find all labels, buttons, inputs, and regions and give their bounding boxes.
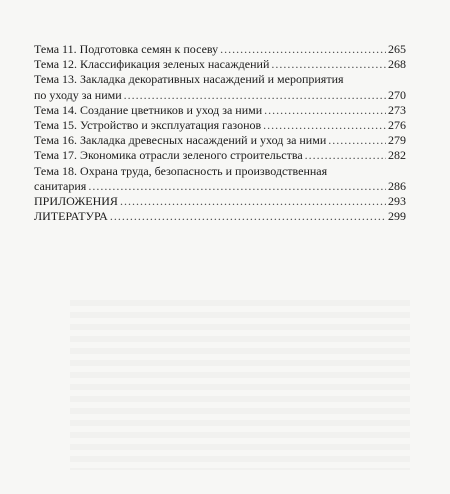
- toc-entry-13-line1[interactable]: Тема 13. Закладка декоративных насаждений и мероприятия: [34, 72, 344, 87]
- toc-page-number: 270: [388, 87, 406, 102]
- toc-entry-11[interactable]: [34, 42, 406, 57]
- toc-entry-18[interactable]: [34, 179, 406, 194]
- toc-entry-15[interactable]: [34, 118, 406, 133]
- toc-entry-title: санитария: [34, 178, 87, 193]
- toc-page-number: 282: [388, 148, 406, 163]
- toc-page-number: 293: [388, 194, 406, 209]
- bleed-through-background: [70, 300, 410, 470]
- toc-entry-title: ПРИЛОЖЕНИЯ: [34, 194, 118, 209]
- toc-leader-dots: [263, 118, 386, 133]
- toc-page-number: 286: [388, 178, 406, 193]
- toc-entry-18-line1[interactable]: Тема 18. Охрана труда, безопасность и производственная: [34, 163, 328, 178]
- toc-leader-dots: [220, 42, 386, 57]
- toc-entry-title: по уходу за ними: [34, 87, 122, 102]
- toc-entry-17[interactable]: [34, 148, 406, 163]
- toc-entry-title: ЛИТЕРАТУРА: [34, 209, 108, 224]
- toc-entry-14[interactable]: [34, 103, 406, 118]
- toc-entry-title: Тема 12. Классификация зеленых насаждений: [34, 57, 270, 72]
- toc-entry-title: Тема 17. Экономика отрасли зеленого строительства: [34, 148, 303, 163]
- toc-entry-appendices[interactable]: [34, 194, 406, 209]
- toc-page-number: 299: [388, 209, 406, 224]
- toc-page-number: 268: [388, 57, 406, 72]
- toc-page-number: 273: [388, 102, 406, 117]
- toc-page-number: 276: [388, 118, 406, 133]
- toc-leader-dots: [110, 209, 386, 224]
- toc-leader-dots: [271, 57, 386, 72]
- toc-entry-13[interactable]: [34, 88, 406, 103]
- toc-entry-12[interactable]: [34, 57, 406, 72]
- toc-leader-dots: [305, 148, 386, 163]
- toc-leader-dots: [120, 194, 386, 209]
- toc-page-number: 265: [388, 42, 406, 56]
- toc-leader-dots: [124, 88, 386, 103]
- toc-entry-literature[interactable]: [34, 209, 406, 224]
- toc-leader-dots: [264, 103, 386, 118]
- toc-leader-dots: [88, 179, 386, 194]
- toc-entry-title: Тема 11. Подготовка семян к посеву: [34, 42, 219, 56]
- toc-entry-title: Тема 16. Закладка древесных насаждений и уход за ними: [34, 133, 327, 148]
- toc-entry-16[interactable]: [34, 133, 406, 148]
- toc-entry-title: Тема 15. Устройство и эксплуатация газонов: [34, 118, 262, 133]
- toc-leader-dots: [328, 133, 386, 148]
- toc-page-number: 279: [388, 133, 406, 148]
- toc-entry-title: Тема 14. Создание цветников и уход за ними: [34, 102, 263, 117]
- table-of-contents: [34, 42, 406, 224]
